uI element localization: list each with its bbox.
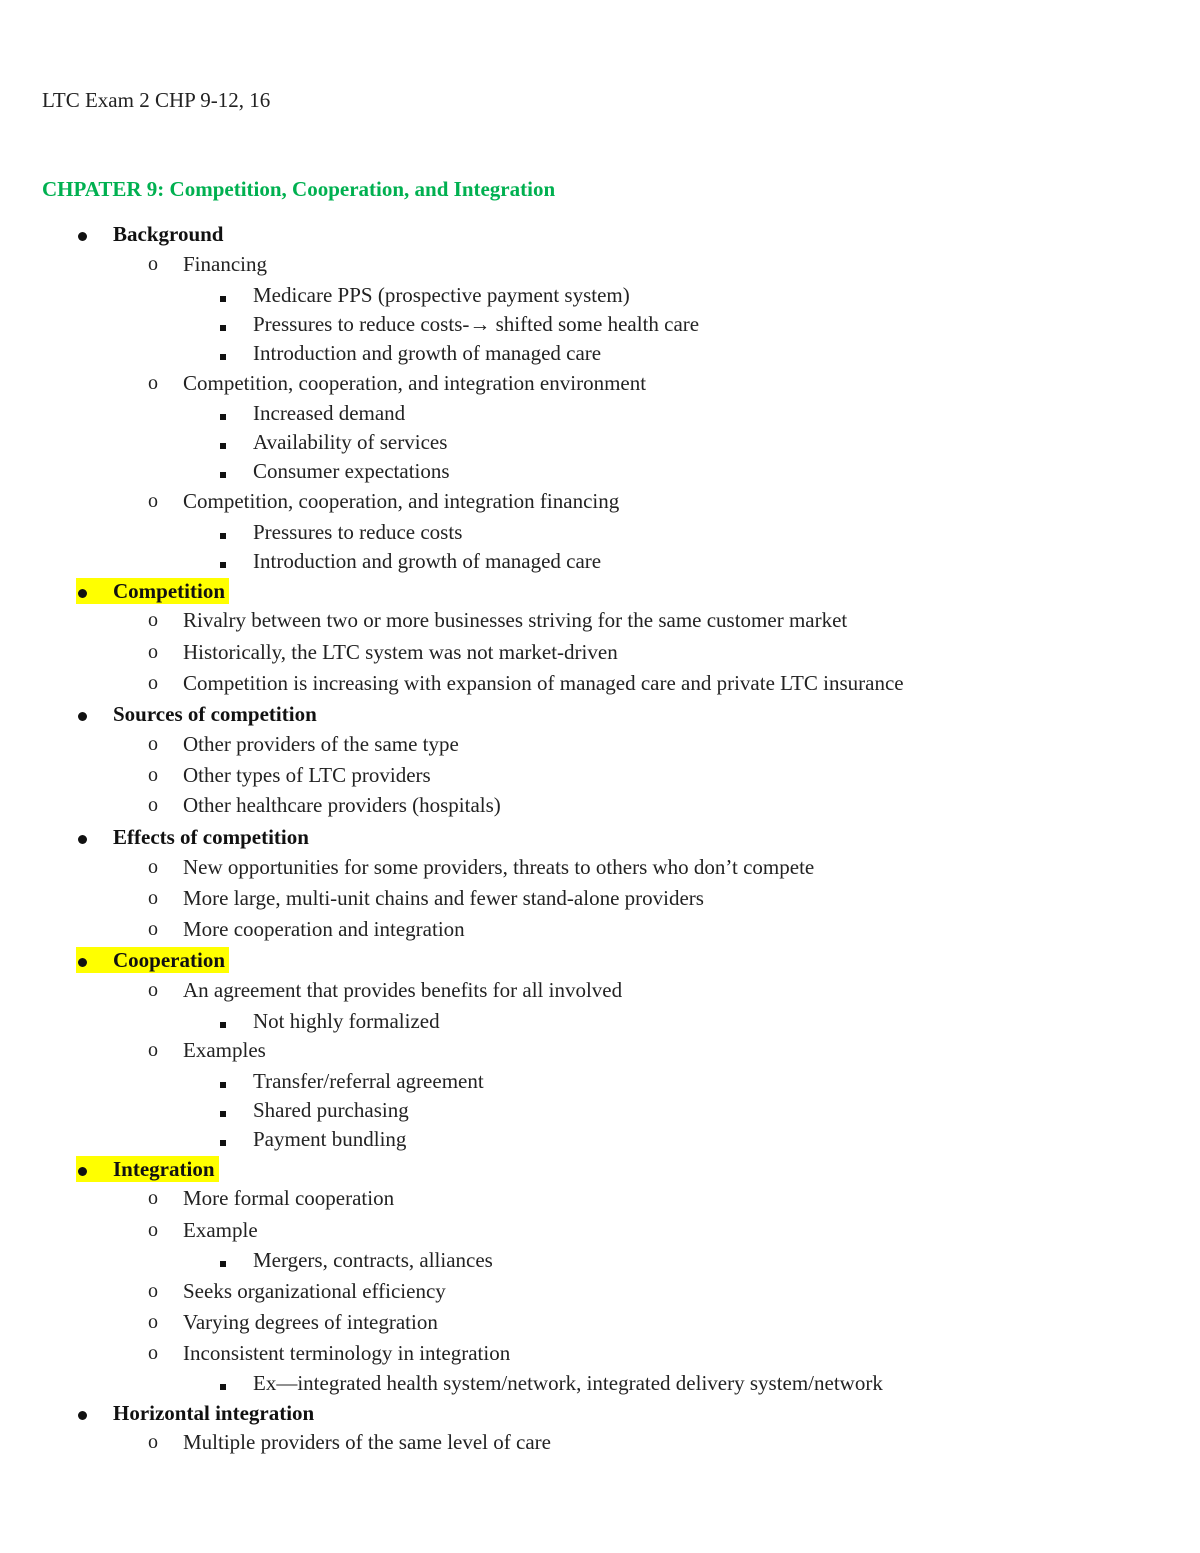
item-text: Introduction and growth of managed care (253, 549, 602, 573)
bullet-marker (220, 428, 226, 456)
bullet-marker (78, 700, 87, 728)
bullet-square-icon (220, 325, 226, 331)
bullet-disc-icon (78, 589, 87, 598)
item-text: Transfer/referral agreement (253, 1069, 484, 1093)
item-text: More cooperation and integration (183, 917, 465, 941)
bullet-circle-icon: o (148, 733, 158, 755)
bullet-marker (78, 946, 87, 974)
item-text: Shared purchasing (253, 1098, 409, 1122)
heading-text: Cooperation (113, 948, 225, 972)
bullet-marker (220, 281, 226, 309)
heading-text: Background (113, 222, 224, 246)
chapter-heading: CHPATER 9: Competition, Cooperation, and Integration (42, 177, 556, 201)
heading-text: Competition (113, 579, 225, 603)
item-text: Competition, cooperation, and integration environment (183, 371, 647, 395)
item-text: Consumer expectations (253, 459, 450, 483)
item-text: Payment bundling (253, 1127, 407, 1151)
bullet-square-icon (220, 354, 226, 360)
item-text: Ex—integrated health system/network, integrated delivery system/network (253, 1371, 883, 1395)
bullet-circle-icon: o (148, 887, 158, 909)
item-text: Availability of services (253, 430, 448, 454)
bullet-marker (220, 310, 226, 338)
bullet-circle-icon: o (148, 372, 158, 394)
bullet-circle-icon: o (148, 979, 158, 1001)
bullet-circle-icon: o (148, 764, 158, 786)
bullet-square-icon (220, 443, 226, 449)
bullet-circle-icon: o (148, 1342, 158, 1364)
bullet-circle-icon: o (148, 1431, 158, 1453)
heading-text: Effects of competition (113, 825, 309, 849)
bullet-marker (220, 1125, 226, 1153)
heading-text: Integration (113, 1157, 215, 1181)
item-text: Pressures to reduce costs (253, 520, 463, 544)
item-text: More formal cooperation (183, 1186, 395, 1210)
document-title: LTC Exam 2 CHP 9-12, 16 (42, 88, 271, 112)
bullet-marker (220, 1007, 226, 1035)
bullet-marker (220, 547, 226, 575)
item-text: Multiple providers of the same level of care (183, 1430, 551, 1454)
bullet-marker (78, 1155, 87, 1183)
bullet-circle-icon: o (148, 1311, 158, 1333)
bullet-square-icon (220, 472, 226, 478)
bullet-square-icon (220, 533, 226, 539)
item-text: Introduction and growth of managed care (253, 341, 602, 365)
item-text: An agreement that provides benefits for all involved (183, 978, 623, 1002)
bullet-circle-icon: o (148, 641, 158, 663)
bullet-disc-icon (78, 835, 87, 844)
bullet-circle-icon: o (148, 1187, 158, 1209)
item-text: Inconsistent terminology in integration (183, 1341, 511, 1365)
bullet-square-icon (220, 1261, 226, 1267)
bullet-marker (220, 457, 226, 485)
bullet-circle-icon: o (148, 672, 158, 694)
item-text: More large, multi-unit chains and fewer stand-alone providers (183, 886, 704, 910)
bullet-disc-icon (78, 958, 87, 967)
bullet-circle-icon: o (148, 856, 158, 878)
item-text: Increased demand (253, 401, 406, 425)
item-text: Competition, cooperation, and integration financing (183, 489, 620, 513)
bullet-marker (220, 518, 226, 546)
bullet-marker (220, 1369, 226, 1397)
item-text: Historically, the LTC system was not market-driven (183, 640, 618, 664)
heading-text: Horizontal integration (113, 1401, 315, 1425)
bullet-marker (78, 577, 87, 605)
bullet-circle-icon: o (148, 918, 158, 940)
bullet-marker (220, 1067, 226, 1095)
item-text: Example (183, 1218, 258, 1242)
item-text: Other types of LTC providers (183, 763, 431, 787)
bullet-marker (220, 1096, 226, 1124)
bullet-square-icon (220, 1384, 226, 1390)
bullet-circle-icon: o (148, 1039, 158, 1061)
bullet-disc-icon (78, 1167, 87, 1176)
item-text: Pressures to reduce costs-→ shifted some health care (253, 312, 700, 336)
bullet-disc-icon (78, 712, 87, 721)
item-text: Other providers of the same type (183, 732, 459, 756)
bullet-square-icon (220, 1140, 226, 1146)
bullet-marker (220, 339, 226, 367)
item-text: Examples (183, 1038, 266, 1062)
bullet-circle-icon: o (148, 253, 158, 275)
bullet-marker (78, 1399, 87, 1427)
bullet-square-icon (220, 562, 226, 568)
bullet-square-icon (220, 296, 226, 302)
bullet-disc-icon (78, 1411, 87, 1420)
bullet-circle-icon: o (148, 609, 158, 631)
bullet-square-icon (220, 414, 226, 420)
item-text: Varying degrees of integration (183, 1310, 438, 1334)
bullet-disc-icon (78, 232, 87, 241)
bullet-marker (78, 220, 87, 248)
item-text: Mergers, contracts, alliances (253, 1248, 493, 1272)
item-text: Seeks organizational efficiency (183, 1279, 446, 1303)
bullet-square-icon (220, 1082, 226, 1088)
bullet-marker (220, 399, 226, 427)
item-text: Rivalry between two or more businesses striving for the same customer market (183, 608, 848, 632)
item-text: Not highly formalized (253, 1009, 440, 1033)
bullet-circle-icon: o (148, 794, 158, 816)
item-text: Competition is increasing with expansion of managed care and private LTC insurance (183, 671, 904, 695)
bullet-circle-icon: o (148, 1219, 158, 1241)
bullet-circle-icon: o (148, 1280, 158, 1302)
heading-text: Sources of competition (113, 702, 317, 726)
bullet-circle-icon: o (148, 490, 158, 512)
item-text: New opportunities for some providers, threats to others who don’t compete (183, 855, 815, 879)
item-text: Financing (183, 252, 267, 276)
bullet-marker (78, 823, 87, 851)
bullet-square-icon (220, 1111, 226, 1117)
item-text: Other healthcare providers (hospitals) (183, 793, 501, 817)
bullet-marker (220, 1246, 226, 1274)
item-text: Medicare PPS (prospective payment system) (253, 283, 630, 307)
bullet-square-icon (220, 1022, 226, 1028)
